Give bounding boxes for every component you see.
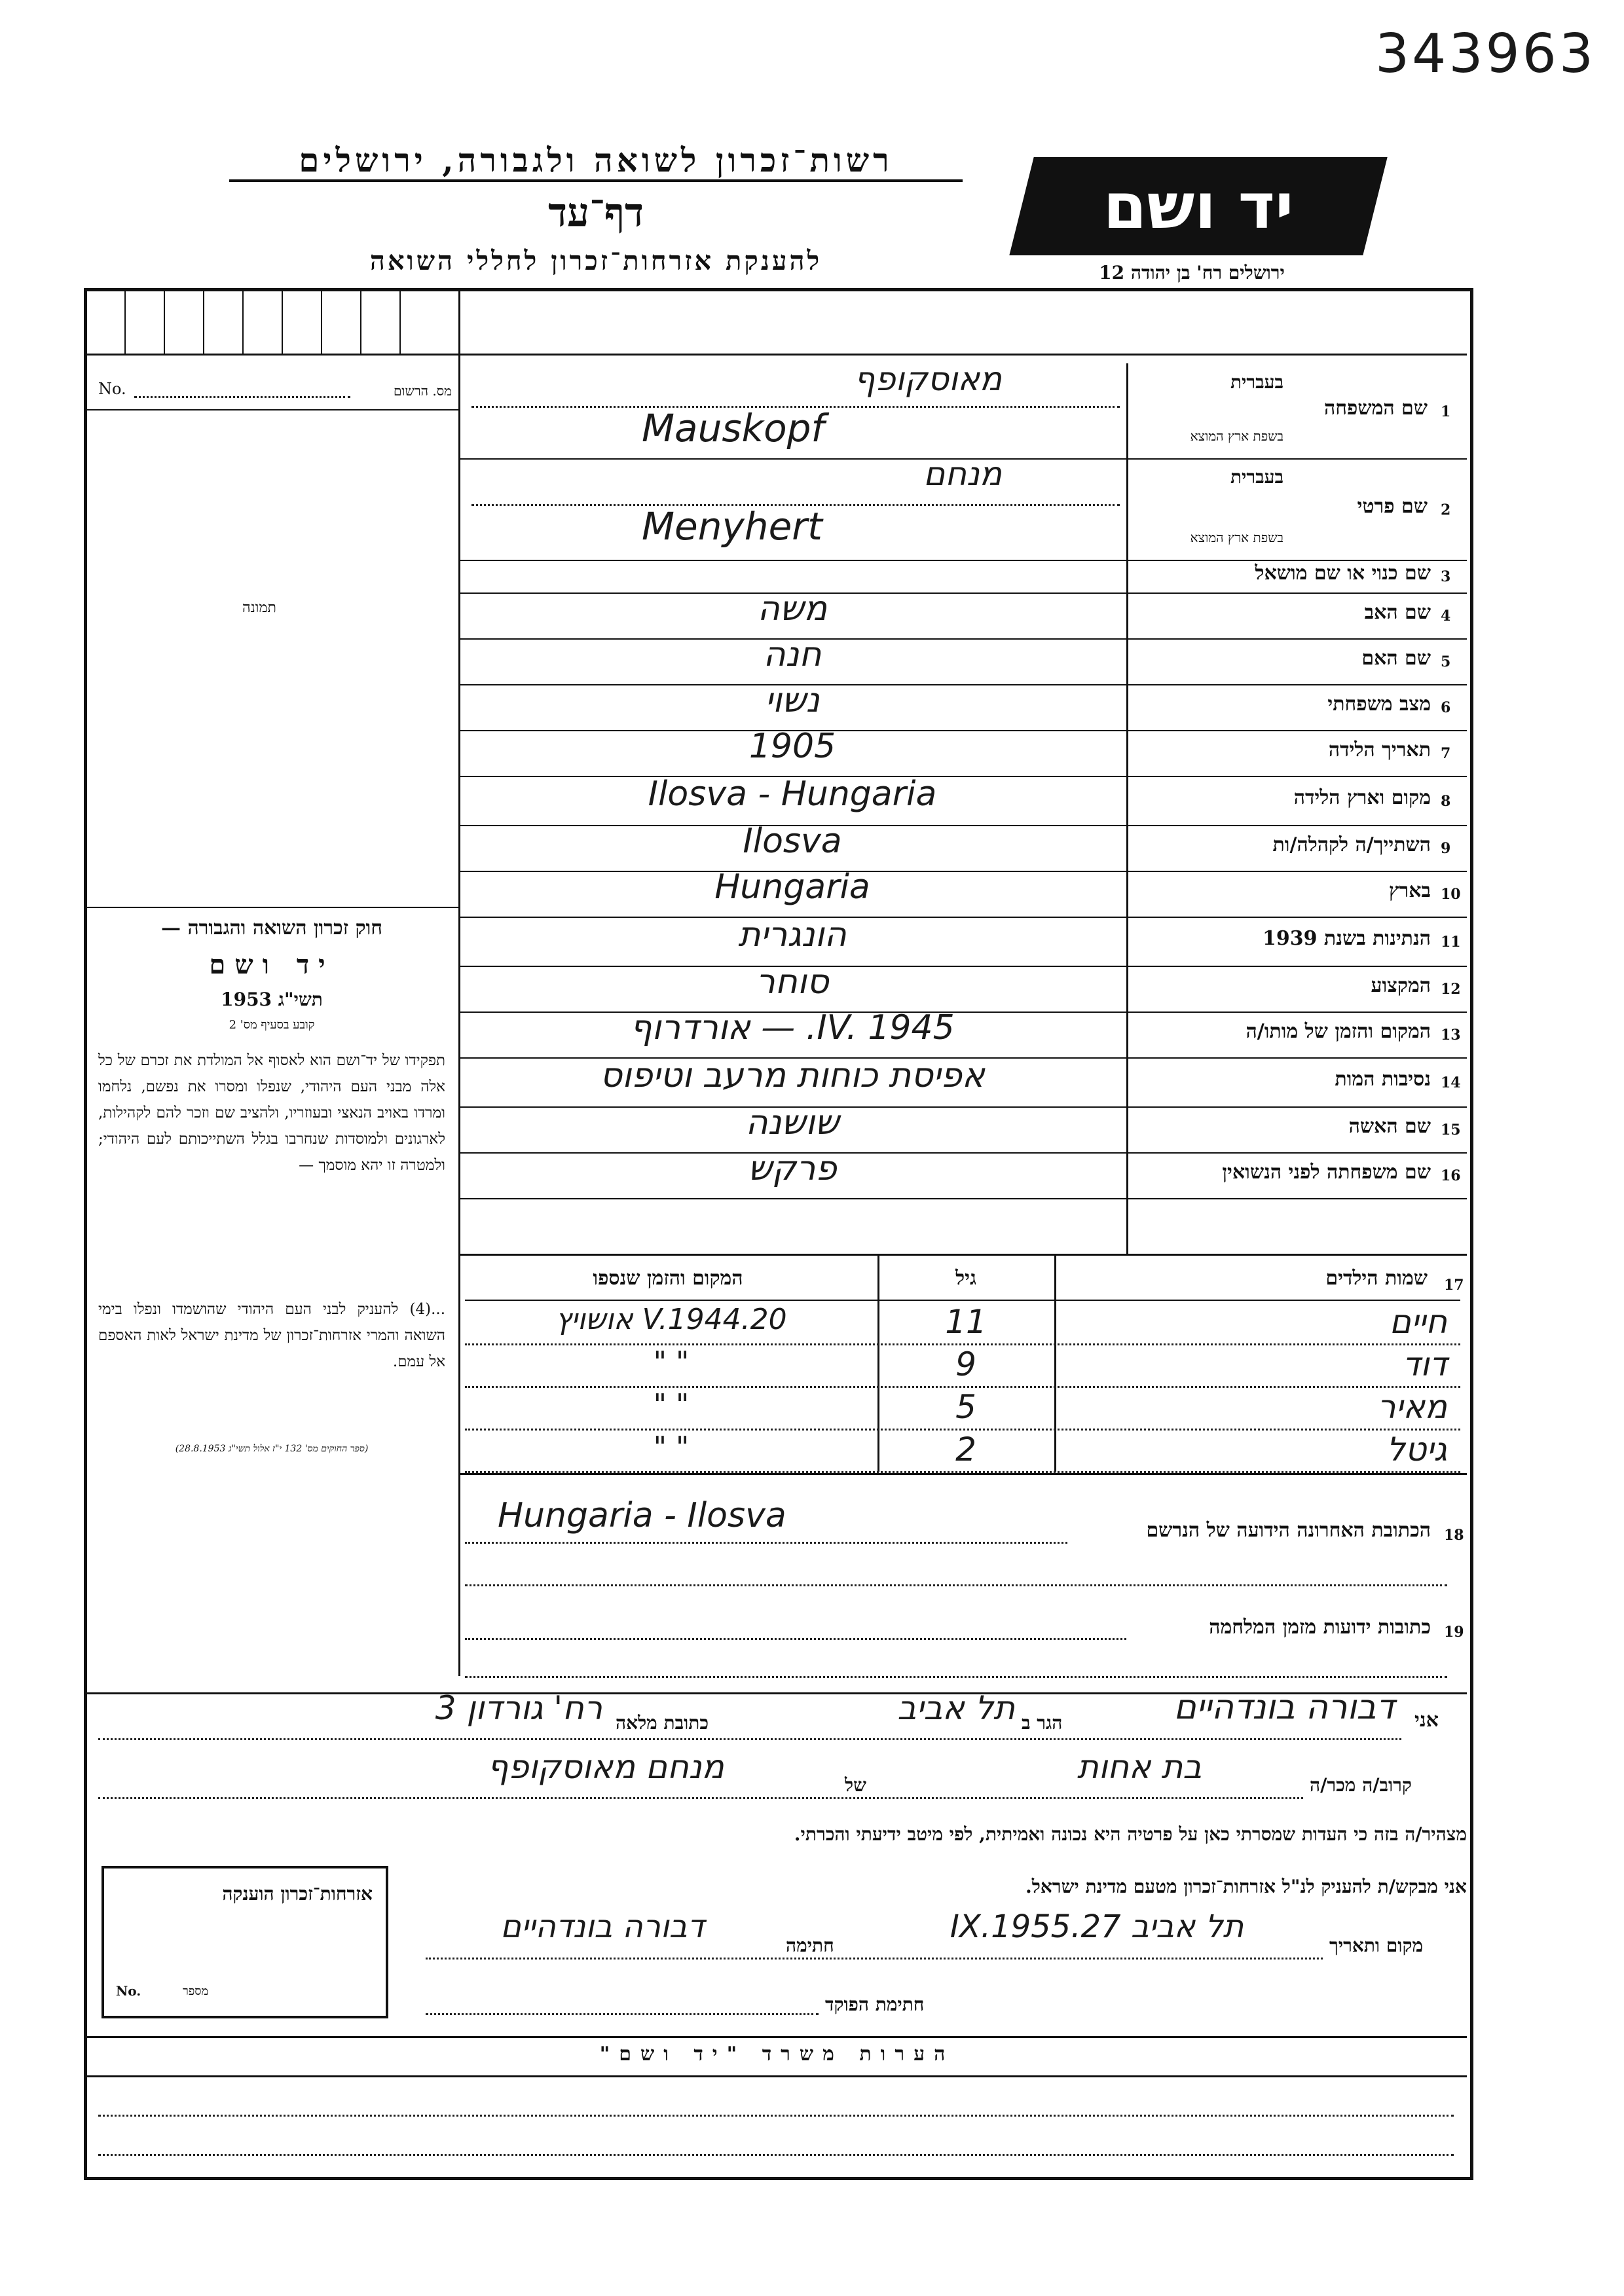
address-value: רח' גורדון 3 xyxy=(435,1689,602,1727)
signature-value: דבורה בונדהיים xyxy=(500,1908,705,1945)
field-label: נסיבות המות xyxy=(1335,1067,1431,1091)
registry-label: מס. הרשום xyxy=(393,383,452,399)
field-value: שושנה xyxy=(745,1103,840,1142)
field-row-rule xyxy=(458,1198,1467,1199)
archive-number: 343963 xyxy=(1375,23,1596,85)
field-number: 10 xyxy=(1441,886,1461,903)
declaration-request: אני מבקש/ת להעניק לנ"ל אזרחות־זכרון מטעם מדינת ישראל. xyxy=(1025,1876,1467,1897)
field-value: משה xyxy=(757,589,828,629)
field-label: המקצוע xyxy=(1371,974,1431,997)
children-header-rule xyxy=(465,1300,1460,1301)
field-18-line-2 xyxy=(465,1584,1447,1586)
field-number: 5 xyxy=(1441,653,1451,670)
field-sub-origin: בשפת ארץ המוצא xyxy=(1190,530,1283,545)
field-value: סוחר xyxy=(756,962,829,1002)
field-label: בארץ xyxy=(1388,879,1431,902)
strip-cell xyxy=(282,288,283,354)
logo-address: ירושלים רח' בן יהודה 12 xyxy=(1099,262,1285,283)
field-value: חנה xyxy=(763,635,822,674)
citizenship-box-number-label: מספר xyxy=(183,1984,209,1998)
field-18-number: 18 xyxy=(1444,1527,1464,1544)
law-clause: קובע בסעיף מס' 2 xyxy=(229,1018,315,1032)
field-sub-origin: בשפת ארץ המוצא xyxy=(1190,428,1283,444)
place-date-label: מקום ותאריך xyxy=(1329,1935,1424,1956)
strip-cell xyxy=(164,288,165,354)
field-number: 7 xyxy=(1441,745,1451,762)
field-label: שם האם xyxy=(1361,647,1431,670)
field-18-label: הכתובת האחרונה הידועה של הנרשם xyxy=(1146,1519,1431,1542)
relation-value: בת אחות xyxy=(1077,1748,1202,1786)
law-paragraph-2: ...(4) להעניק לבני העם היהודי שהושמדו ונפלו בימי השואה והמרי אזרחות־זכרון של מדינת ישראל לאות האספם אל עמם. xyxy=(98,1301,445,1370)
field-18-value: Hungaria - Ilosva xyxy=(498,1496,786,1535)
field-number: 3 xyxy=(1441,568,1451,585)
of-label: של xyxy=(845,1774,866,1796)
strip-cell xyxy=(242,288,244,354)
form-subtitle: להענקת אזרחות־זכרון לחללי השואה xyxy=(369,246,822,276)
field-label: הנתינות בשנת 1939 xyxy=(1262,926,1431,950)
left-column-rule xyxy=(458,288,460,1676)
child-name: גיטל xyxy=(1386,1430,1447,1468)
field-value: Hungaria xyxy=(714,867,870,907)
field-number: 4 xyxy=(1441,608,1451,625)
registry-rule xyxy=(87,409,459,410)
office-header-rule xyxy=(87,2075,1467,2077)
child-place: " " xyxy=(653,1345,690,1379)
field-number: 1 xyxy=(1441,403,1451,420)
field-number: 15 xyxy=(1441,1121,1461,1139)
logo-text: יד ושם xyxy=(1103,170,1294,243)
office-top-rule xyxy=(87,2036,1467,2038)
strip-cell xyxy=(360,288,361,354)
registry-no-line xyxy=(134,396,350,398)
declaration-line-2 xyxy=(98,1797,1303,1799)
declarant-name: דבורה בונדהיים xyxy=(1173,1688,1395,1727)
place-date-value: תל אביב 27.IX.1955 xyxy=(950,1908,1244,1945)
field-value: Ilosva - Hungaria xyxy=(648,774,937,814)
field-19-label: כתובות ידועות מזמן המלחמה xyxy=(1209,1616,1431,1639)
field-number: 14 xyxy=(1441,1074,1461,1091)
declaration-statement: מצהיר/ה בזה כי העדות שמסרתי כאן על פרטיה היא נכונה ואמיתית, לפי מיטב ידיעתי והכרתי. xyxy=(794,1823,1467,1845)
field-number: 9 xyxy=(1441,840,1451,857)
field-row-rule xyxy=(458,560,1467,561)
field-value: פרקש xyxy=(748,1149,837,1188)
office-line-1 xyxy=(98,2115,1454,2117)
field-19-number: 19 xyxy=(1444,1624,1464,1641)
field-number: 2 xyxy=(1441,501,1451,519)
law-name: יד ושם xyxy=(209,949,335,980)
field-18-line xyxy=(465,1542,1067,1544)
child-age: 5 xyxy=(955,1388,976,1426)
child-name: מאיר xyxy=(1377,1388,1447,1426)
field-label: השתייך/ה לקהלה/ות xyxy=(1272,833,1431,856)
address-label: כתובת מלאה xyxy=(616,1712,709,1734)
strip-cell xyxy=(124,288,126,354)
field-value: 1905 xyxy=(748,727,836,766)
place-header: המקום והזמן שנספו xyxy=(593,1267,743,1290)
children-header: שמות הילדים xyxy=(1325,1267,1428,1290)
field-sub-hebrew: בעברית xyxy=(1230,466,1283,488)
resident-label: הגר ב xyxy=(1022,1712,1063,1734)
field-label: שם האשה xyxy=(1348,1115,1431,1138)
child-age: 9 xyxy=(955,1345,976,1383)
signature-line xyxy=(426,1958,1323,1959)
field-sub-hebrew: בעברית xyxy=(1230,371,1283,393)
field-value-hebrew: מאוסקופף xyxy=(854,360,1002,398)
field-value: נשוי xyxy=(765,681,820,720)
photo-label: תמונה xyxy=(242,600,276,616)
field-19-line xyxy=(465,1638,1126,1640)
field-17-number: 17 xyxy=(1444,1277,1464,1294)
of-value: מנחם מאוסקופף xyxy=(487,1748,724,1786)
authority-title: רשות־זכרון לשואה ולגבורה, ירושלים xyxy=(229,141,963,182)
declaration-ani: אני xyxy=(1414,1709,1439,1732)
child-place: " " xyxy=(653,1388,690,1421)
field-19-line-2 xyxy=(465,1676,1447,1678)
strip-cell xyxy=(203,288,204,354)
field-value: הונגרית xyxy=(738,915,847,955)
law-top-rule xyxy=(87,907,459,908)
children-bottom-rule xyxy=(458,1473,1467,1475)
field-value-hebrew: מנחם xyxy=(923,455,1002,493)
form-title: דף־עד xyxy=(548,190,644,236)
age-header: גיל xyxy=(955,1267,976,1290)
field-label: תאריך הלידה xyxy=(1328,738,1431,761)
child-name: דוד xyxy=(1402,1345,1447,1383)
signature-label: חתימה xyxy=(786,1935,834,1956)
law-paragraph-1: תפקידו של יד־ושם הוא לאסוף אל המולדת את זכרם של כל אלה מבני העם היהודי, שנפלו ומסרו את נפשם, נלחמו ומרדו באויב הנאצי ובעוזריו, ולהציב שם וזכר להם לקהילות, לארגונים ולמוסדות שנחרבו בגלל השתייכותם לעם היהודי; ולמטרה זו יהא מוסמך — xyxy=(98,1052,445,1174)
law-reference: (ספר החוקים מס' 132 י"ז אלול תשי"ג 28.8.1953) xyxy=(175,1444,369,1454)
field-value-origin: Mauskopf xyxy=(642,405,824,450)
law-heading: חוק זכרון השואה והגבורה — xyxy=(161,917,382,939)
children-col-rule-1 xyxy=(877,1256,879,1472)
children-top-rule xyxy=(458,1254,1467,1256)
field-number: 8 xyxy=(1441,792,1451,810)
office-line-2 xyxy=(98,2154,1454,2156)
child-age: 11 xyxy=(945,1303,987,1341)
field-number: 13 xyxy=(1441,1027,1461,1044)
field-label: שם האב xyxy=(1364,601,1431,624)
relative-label: קרוב/ה מכר/ה xyxy=(1310,1774,1412,1796)
field-value-origin: Menyhert xyxy=(642,503,822,549)
yad-vashem-logo xyxy=(1009,157,1387,255)
strip-cell xyxy=(321,288,322,354)
field-number: 16 xyxy=(1441,1167,1461,1184)
child-name: חיים xyxy=(1389,1303,1447,1341)
children-col-rule-2 xyxy=(1054,1256,1056,1472)
top-strip-rule xyxy=(87,354,1467,355)
field-number: 12 xyxy=(1441,981,1461,998)
field-label: שם פרטי xyxy=(1357,494,1428,518)
registry-no-label: No. xyxy=(98,380,126,398)
officer-signature-label: חתימת הפוקד xyxy=(825,1994,925,2015)
resident-value: תל אביב xyxy=(897,1689,1015,1727)
child-place: " " xyxy=(653,1430,690,1464)
field-value: Ilosva xyxy=(743,822,842,861)
citizenship-box-title: אזרחות־זכרון הוענקה xyxy=(222,1883,373,1904)
officer-signature-line xyxy=(426,2013,819,2015)
field-label: המקום והזמן של מותו/ה xyxy=(1246,1020,1431,1043)
label-column-rule xyxy=(1126,363,1128,1254)
field-label: מקום וארץ הלידה xyxy=(1293,786,1431,809)
field-label: שם משפחתה לפני הנשואין xyxy=(1222,1161,1431,1184)
citizenship-box-no: No. xyxy=(116,1983,141,1999)
field-label: שם המשפחה xyxy=(1323,396,1428,420)
citizenship-box xyxy=(101,1866,388,2018)
law-year: תשי"ג 1953 xyxy=(221,989,323,1010)
child-age: 2 xyxy=(955,1430,976,1468)
field-label: שם כנוי או שם מושאל xyxy=(1255,562,1431,585)
child-place: 20.V.1944 אושויץ xyxy=(555,1303,787,1336)
strip-cell xyxy=(399,288,401,354)
field-number: 11 xyxy=(1441,933,1461,951)
field-label: מצב משפחתי xyxy=(1327,693,1431,716)
field-value: IV. 1945. — אורדרוף xyxy=(630,1008,955,1048)
field-number: 6 xyxy=(1441,699,1451,716)
field-value: אפיסת כוחות מרעב וטיפוס xyxy=(600,1055,985,1095)
declaration-line-1 xyxy=(98,1738,1401,1740)
office-notes-title: הערות משרד "יד ושם" xyxy=(599,2043,955,2066)
